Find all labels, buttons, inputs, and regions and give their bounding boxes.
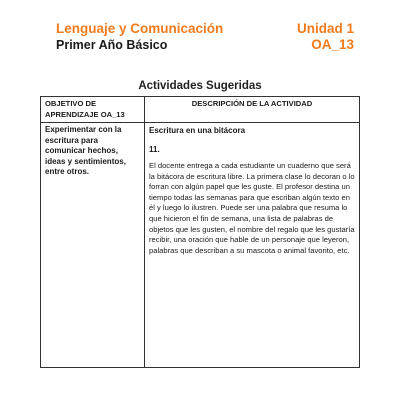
table-row	[41, 123, 360, 368]
activities-table	[40, 96, 360, 368]
activity-description: El docente entrega a cada estudiante un cuaderno que será la bitácora de escritura libre. La primera clase lo decoran o lo forran con algún papel que les guste. El profesor destina un tiempo todas las semanas para que escriban algún texto en él y luego lo ilustren. Puede ser una palabra que resuma lo que hicieron el fin de semana, una lista de palabras de objetos que les gusten, el nombre del regalo que les gustaría recibir, una oración que hable de un personaje que leyeron, palabras que describan a su mascota o animal favorito, etc.	[149, 161, 355, 255]
table-header-row	[41, 97, 360, 123]
unit-label: Unidad 1	[296, 21, 354, 36]
section-title: Actividades Sugeridas	[138, 80, 262, 92]
activity-title: Escritura en una bitácora	[149, 126, 246, 135]
activity-number: 11.	[149, 145, 160, 154]
objective-text: Experimentar con la escritura para comunicar hechos, ideas y sentimientos, entre otros.	[45, 125, 126, 176]
header-left	[56, 21, 223, 53]
description-column-header: DESCRIPCIÓN DE LA ACTIVIDAD	[145, 97, 360, 123]
oa-code-label: OA_13	[311, 37, 354, 52]
grade-title: Primer Año Básico	[56, 38, 168, 52]
subject-title: Lenguaje y Comunicación	[56, 21, 224, 36]
description-cell	[145, 123, 360, 368]
header-right	[297, 21, 354, 53]
objective-column-header: OBJETIVO DE APRENDIZAJE OA_13	[41, 97, 145, 123]
objective-cell	[41, 123, 145, 368]
